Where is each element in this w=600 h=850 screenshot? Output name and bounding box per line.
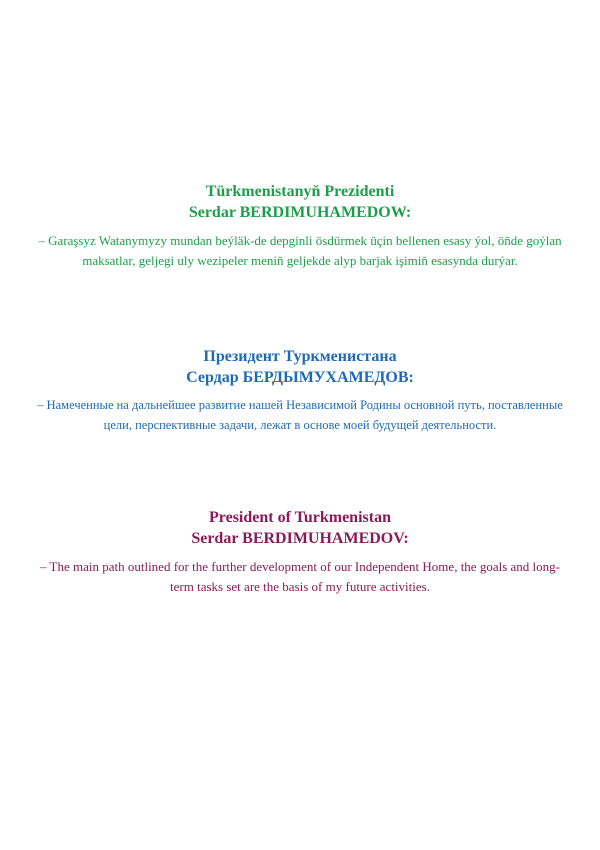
- quote-section-russian: [30, 346, 570, 435]
- heading-russian: [30, 346, 570, 388]
- title-line-1: President of Turkmenistan: [209, 509, 391, 526]
- quote-section-english: [30, 507, 570, 596]
- title-line-1: Президент Туркменистана: [203, 348, 397, 365]
- title-line-2: Сердар БЕРДЫМУХАМЕДОВ:: [186, 369, 414, 386]
- title-line-2: Serdar BERDIMUHAMEDOV:: [191, 530, 409, 547]
- quote-text-english: – The main path outlined for the further development of our Independent Home, the goals and long-term tasks set are the basis of my future activities.: [40, 559, 560, 594]
- quote-text-russian: – Намеченные на дальнейшее развитие нашей Независимой Родины основной путь, поставленные цели, перспективные задачи, лежат в основе моей будущей деятельности.: [37, 398, 563, 432]
- title-line-1: Türkmenistanyň Prezidenti: [205, 183, 395, 200]
- quote-section-turkmen: [30, 181, 570, 270]
- title-line-2: Serdar BERDIMUHAMEDOW:: [188, 204, 412, 221]
- heading-english: [30, 507, 570, 549]
- heading-turkmen: [30, 181, 570, 223]
- quote-text-turkmen: – Garaşsyz Watanymyzy mundan beýläk-de depginli ösdürmek üçin bellenen esasy ýol, öňde goýlan maksatlar, geljegi uly wezipeler meniň geljekde alyp barjak işimiň esasynda durýar.: [38, 233, 562, 268]
